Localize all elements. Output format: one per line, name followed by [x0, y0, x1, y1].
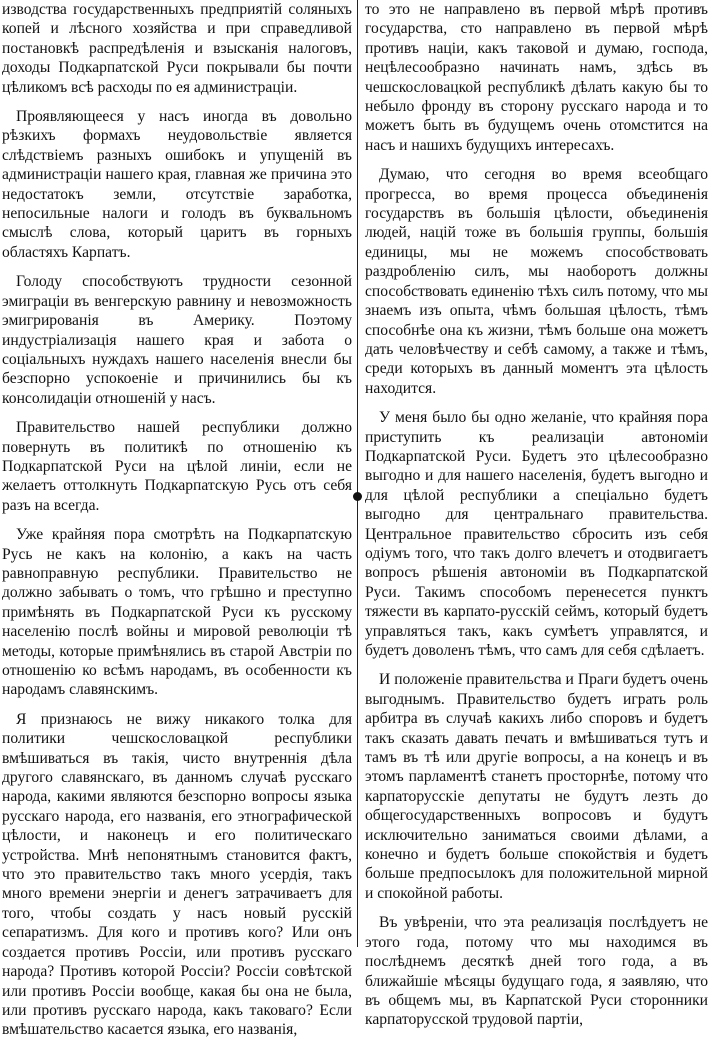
paragraph: У меня было бы одно желаніе, что крайняя пора приступить къ реализаціи автономіи Подкарпатской Руси. Будетъ это цѣлесообразно выгодно и для нашего населенія, будетъ выгодно и для цѣлой республики а спеціально будетъ выгодно для центральнаго правительства. Центральное правительство сбросить изъ себя одіумъ того, что такъ долго влечетъ и отодвигаетъ вопросъ рѣшенія автономіи въ Подкарпатской Руси. Такимъ способомъ перенесется пунктъ тяжести въ карпато-русскій сеймъ, который будетъ управляться такъ, какъ сумѣетъ управлятся, и будетъ доволенъ тѣмъ, что самъ для себя сдѣлаетъ. — [365, 409, 708, 659]
divider-dot — [353, 492, 362, 501]
paragraph: Уже крайняя пора смотрѣть на Подкарпатскую Русь не какъ на колонію, а какъ на часть равноправную республики. Правительство не должно забывать о томъ, что грѣшно и преступно примѣнять въ Подкарпатской Руси къ русскому населенію послѣ войны и мировой революціи тѣ методы, которые примѣнялись въ старой Австріи по отношенію ко всѣмъ народамъ, въ особенности къ народамъ славянскимъ. — [2, 526, 352, 699]
paragraph: Правительство нашей республики должно повернуть въ политикѣ по отношенію къ Подкарпатской Руси на цѣлой линіи, если не желаетъ оттолкнуть Подкарпатскую Русь отъ себя разъ на всегда. — [2, 419, 352, 514]
right-column — [365, 0, 708, 1029]
paragraph: Голоду способствуютъ трудности сезонной эмиграціи въ венгерскую равнину и невозможность эмигрированія въ Америку. Поэтому индустріализація нашего края и забота о соціальныхъ нуждахъ нашего населенія внесли бы безспорно успокоеніе и причинились бы къ консолидаціи отношеній у насъ. — [2, 273, 352, 407]
paragraph: Въ увѣреніи, что эта реализація послѣдуетъ не этого года, потому что мы находимся въ послѣднемъ десяткѣ дней того года, а въ ближайшіе мѣсяцы будущаго года, я заявляю, что въ общемъ мы, въ Карпатской Руси сторонники карпаторусской трудовой партіи, — [365, 914, 708, 1029]
paragraph: Я признаюсь не вижу никакого толка для политики чешскословацкой республики вмѣшиваться въ такія, чисто внутреннія дѣла другого славянскаго, въ данномъ случаѣ русскаго народа, какими являются безспорно вопросы языка русскаго народа, его названія, его этнографической цѣлости, и наконецъ и его политическаго устройства. Мнѣ непонятнымъ становится фактъ, что это правительство такъ много усердія, такъ много времени энергіи и денегъ затрачиваетъ для того, чтобы создать у насъ новый русскій сепаратизмъ. Для кого и противъ кого? Или онъ создается противъ Россіи, или противъ русскаго народа? Противъ которой Россіи? Россіи совѣтской или противъ Россіи вообще, какая бы она не была, или противъ русскаго народа, какъ таковаго? Если вмѣшательство касается языка, его названія, — [2, 710, 352, 1039]
paragraph: изводства государственныхъ предприятій соляныхъ копей и лѣсного хозяйства и при справедливой постановкѣ распредѣленія и взысканія налоговъ, доходы Подкарпатской Руси покрывали бы почти цѣликомъ всѣ расходы по ея администраціи. — [2, 1, 352, 96]
left-column — [2, 0, 352, 1039]
paragraph: то это не направлено въ первой мѣрѣ противъ государства, сто направлено въ первой мѣрѣ противъ націи, какъ таковой и думаю, господа, нецѣлесообразно начинать намъ, здѣсь въ чешскословацкой республикѣ дѣлать какую бы то небыло фронду въ сторону русскаго народа и то можетъ быть въ будущемъ очень отомстится на насъ и нашихъ будущихъ интересахъ. — [365, 1, 708, 154]
paragraph: И положеніе правительства и Праги будетъ очень выгоднымъ. Правительство будетъ играть роль арбитра въ случаѣ какихъ либо споровъ и будетъ такъ сказать давать печать и вмѣшиваться тутъ и тамъ въ тѣ или другіе вопросы, а на конецъ и въ этомъ парламентѣ станетъ просторнѣе, потому что карпаторусскіе депутаты не будутъ лезть до общегосударственныхъ вопросовъ и будутъ исключительно заниматься своими дѣлами, а конечно и будетъ больше спокойствія и будетъ больше предпосылокъ для положительной мирной и спокойной работы. — [365, 671, 708, 902]
paragraph: Думаю, что сегодня во время всеобщаго прогресса, во время процесса объединенія государствъ въ большія цѣлости, объединенія людей, націй тоже въ большія группы, большія единицы, мы не можемъ способствовать раздробленію силъ, мы наоборотъ должны способствовать единенію тѣхъ силъ потому, что мы знаемъ изъ опыта, чѣмъ большая цѣлость, тѣмъ способнѣе она къ жизни, тѣмъ больше она можетъ дать человѣчеству и себѣ самому, а также и тѣмъ, среди которыхъ въ данный моментъ эта цѣлость находится. — [365, 166, 708, 397]
column-divider — [357, 0, 358, 947]
paragraph: Проявляющееся у насъ иногда въ довольно рѣзкихъ формахъ неудовольствіе является слѣдствіемъ разныхъ ошибокъ и упущеній въ администраціи нашего края, главная же причина это недостатокъ земли, отсутствіе заработка, непосильные налоги и голодъ въ буквальномъ смыслѣ слова, который царитъ въ горныхъ областяхъ Карпатъ. — [2, 108, 352, 261]
